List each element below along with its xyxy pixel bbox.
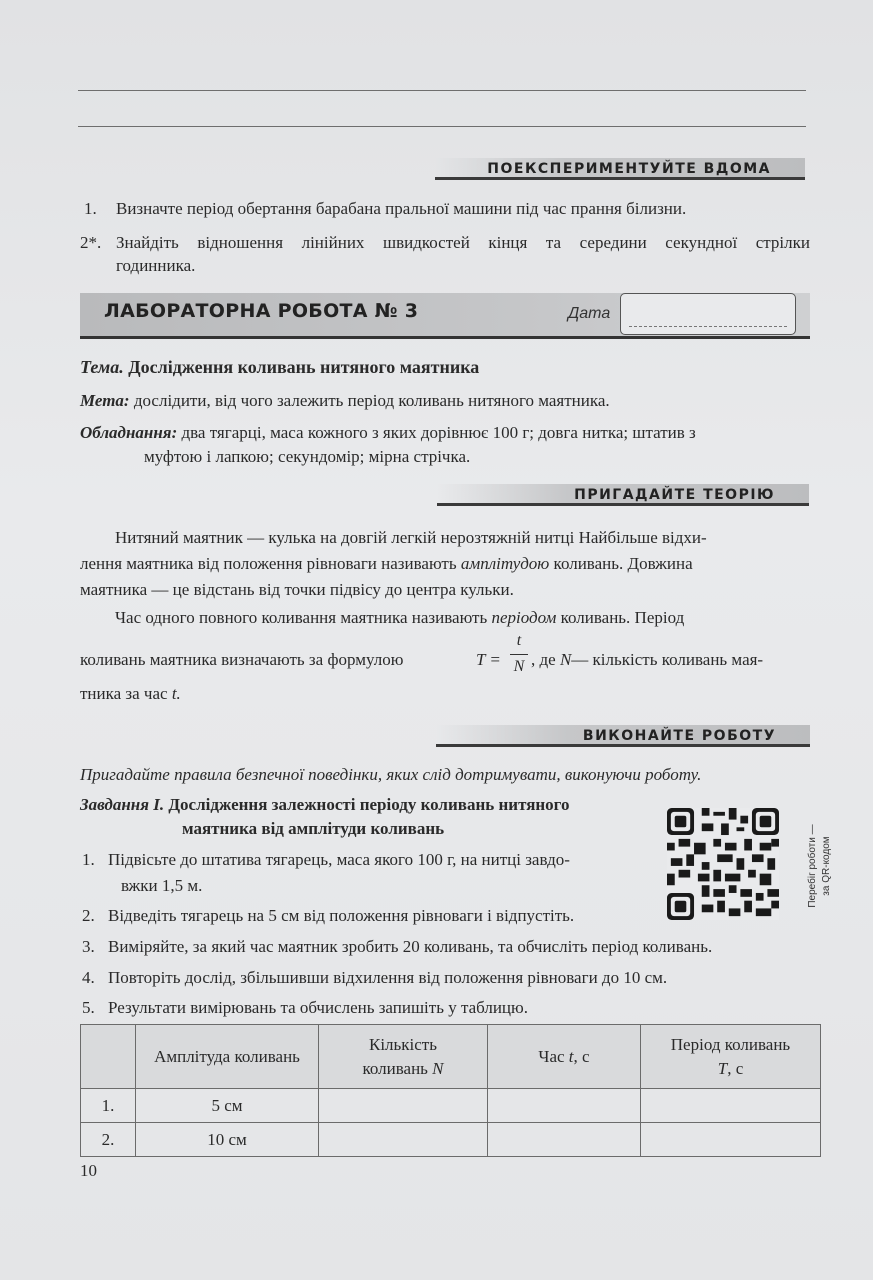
- step-num: 1.: [82, 850, 95, 869]
- blank-line-1: [78, 90, 806, 91]
- step-num: 2.: [82, 906, 95, 925]
- row-amplitude: 5 см: [136, 1089, 319, 1123]
- table-header-row: [81, 1025, 821, 1089]
- cell-period-input[interactable]: [641, 1123, 821, 1157]
- step-text-cont: вжки 1,5 м.: [121, 876, 203, 895]
- step-text: Підвісьте до штатива тягарець, маса якого 100 г, на нитці завдо-: [108, 850, 570, 869]
- step-text: Результати вимірювань та обчислень запишіть у таблицю.: [108, 998, 528, 1017]
- date-field[interactable]: [620, 293, 796, 335]
- goal-label: Мета:: [80, 391, 130, 410]
- lab-work-title: ЛАБОРАТОРНА РОБОТА № 3: [104, 300, 419, 322]
- cell-time-input[interactable]: [488, 1123, 641, 1157]
- cell-period-input[interactable]: [641, 1089, 821, 1123]
- header-count: [319, 1025, 488, 1089]
- blank-line-2: [78, 126, 806, 127]
- equipment-line: [80, 420, 696, 446]
- header-time-var: t: [568, 1046, 574, 1066]
- theory-text: лення маятника від положення рівноваги називають: [80, 554, 461, 573]
- qr-caption: [787, 824, 832, 916]
- results-table: [80, 1024, 821, 1157]
- theory-line-4: [115, 605, 684, 631]
- step-text: Виміряйте, за який час маятник зробить 20 коливань, та обчисліть період коливань.: [108, 937, 713, 956]
- theory-line-6: [80, 681, 181, 707]
- date-label: Дата: [568, 305, 611, 322]
- header-period-unit: , с: [727, 1058, 744, 1078]
- row-num: 2.: [81, 1123, 136, 1157]
- task-title: Дослідження залежності періоду коливань нитяного: [168, 795, 570, 814]
- work-header: ВИКОНАЙТЕ РОБОТУ: [436, 725, 810, 747]
- equipment-label: Обладнання:: [80, 423, 178, 442]
- step-num: 4.: [82, 968, 95, 987]
- table-row: [81, 1123, 821, 1157]
- header-count-l1: Кількість: [368, 1034, 437, 1054]
- home-item-num: 1.: [84, 199, 97, 218]
- cell-count-input[interactable]: [319, 1089, 488, 1123]
- task-title-line-2: маятника від амплітуди коливань: [182, 819, 445, 838]
- header-count-text: коливань: [362, 1058, 428, 1078]
- formula-lhs: T =: [476, 650, 501, 669]
- header-time: [488, 1025, 641, 1089]
- header-num: [81, 1025, 136, 1089]
- task-label: Завдання I.: [80, 795, 165, 814]
- header-period: [641, 1025, 821, 1089]
- header-period-var: T: [717, 1058, 728, 1078]
- equipment-text-cont: муфтою і лапкою; секундомір; мірна стрічка.: [144, 447, 471, 466]
- goal-text: дослідити, від чого залежить період коливань нитяного маятника.: [133, 391, 610, 410]
- header-period-l1: Період коливань: [670, 1034, 791, 1054]
- cell-time-input[interactable]: [488, 1089, 641, 1123]
- theory-line-1: Нитяний маятник — кулька на довгій легкій нерозтяжній нитці Найбільше відхи-: [115, 528, 707, 547]
- home-item-text: Знайдіть відношення лінійних швидкостей кінця та середини секундної стрілки: [116, 233, 810, 252]
- theory-text: тника за час: [80, 684, 168, 703]
- term-period: періодом: [491, 608, 557, 627]
- fraction-line: [510, 654, 528, 655]
- topic-label: Тема.: [80, 357, 124, 377]
- theory-line-3: маятника — це відстань від точки підвісу до центра кульки.: [80, 580, 514, 599]
- qr-caption-line-1: Перебіг роботи —: [807, 824, 818, 908]
- equipment-text: два тягарці, маса кожного з яких дорівнює 100 г; довга нитка; штатив з: [181, 423, 696, 442]
- topic-line: [80, 354, 479, 380]
- task-title-line-1: [80, 792, 569, 818]
- home-item-text: Визначте період обертання барабана пральної машини під час прання білизни.: [116, 199, 687, 218]
- header-period-l2: [641, 1057, 820, 1081]
- step-num: 3.: [82, 937, 95, 956]
- theory-line-5-a: коливань маятника визначають за формулою: [80, 650, 404, 669]
- term-amplitude: амплітудою: [460, 554, 550, 573]
- goal-line: [80, 388, 610, 414]
- header-count-var: N: [432, 1058, 444, 1078]
- var-t: t.: [171, 684, 181, 703]
- home-item-text-cont: годинника.: [116, 256, 196, 275]
- row-amplitude: 10 см: [136, 1123, 319, 1157]
- topic-text: Дослідження коливань нитяного маятника: [128, 357, 480, 377]
- header-time-text: Час: [538, 1046, 565, 1066]
- home-item-num: 2*.: [80, 233, 102, 252]
- qr-caption-line-2: за QR-кодом: [821, 836, 832, 896]
- step-num: 5.: [82, 998, 95, 1017]
- theory-text: Час одного повного коливання маятника називають: [115, 608, 492, 627]
- theory-line-2: [80, 551, 693, 577]
- lab-work-bar: [80, 293, 810, 339]
- theory-text: коливань. Період: [556, 608, 685, 627]
- experiment-header: ПОЕКСПЕРИМЕНТУЙТЕ ВДОМА: [435, 158, 805, 180]
- step-text: Повторіть дослід, збільшивши відхилення від положення рівноваги до 10 см.: [108, 968, 668, 987]
- header-amplitude: Амплітуда коливань: [136, 1025, 319, 1089]
- var-n: N: [559, 650, 572, 669]
- step-text: Відведіть тягарець на 5 см від положення рівноваги і відпустіть.: [108, 906, 575, 925]
- theory-line-5-b: [531, 647, 763, 673]
- header-time-unit: , с: [573, 1046, 590, 1066]
- row-num: 1.: [81, 1089, 136, 1123]
- qr-code-icon[interactable]: [667, 806, 779, 922]
- theory-text: коливань. Довжина: [549, 554, 693, 573]
- safety-note: Пригадайте правила безпечної поведінки, яких слід дотримувати, виконуючи роботу.: [80, 765, 702, 784]
- formula-denominator: N: [513, 658, 525, 675]
- header-count-l2: [319, 1057, 487, 1081]
- cell-count-input[interactable]: [319, 1123, 488, 1157]
- theory-text: , де: [531, 650, 556, 669]
- page-number: 10: [80, 1161, 97, 1180]
- table-row: [81, 1089, 821, 1123]
- formula-numerator: t: [516, 632, 522, 649]
- theory-header: ПРИГАДАЙТЕ ТЕОРІЮ: [437, 484, 809, 506]
- theory-text: — кількість коливань мая-: [571, 650, 764, 669]
